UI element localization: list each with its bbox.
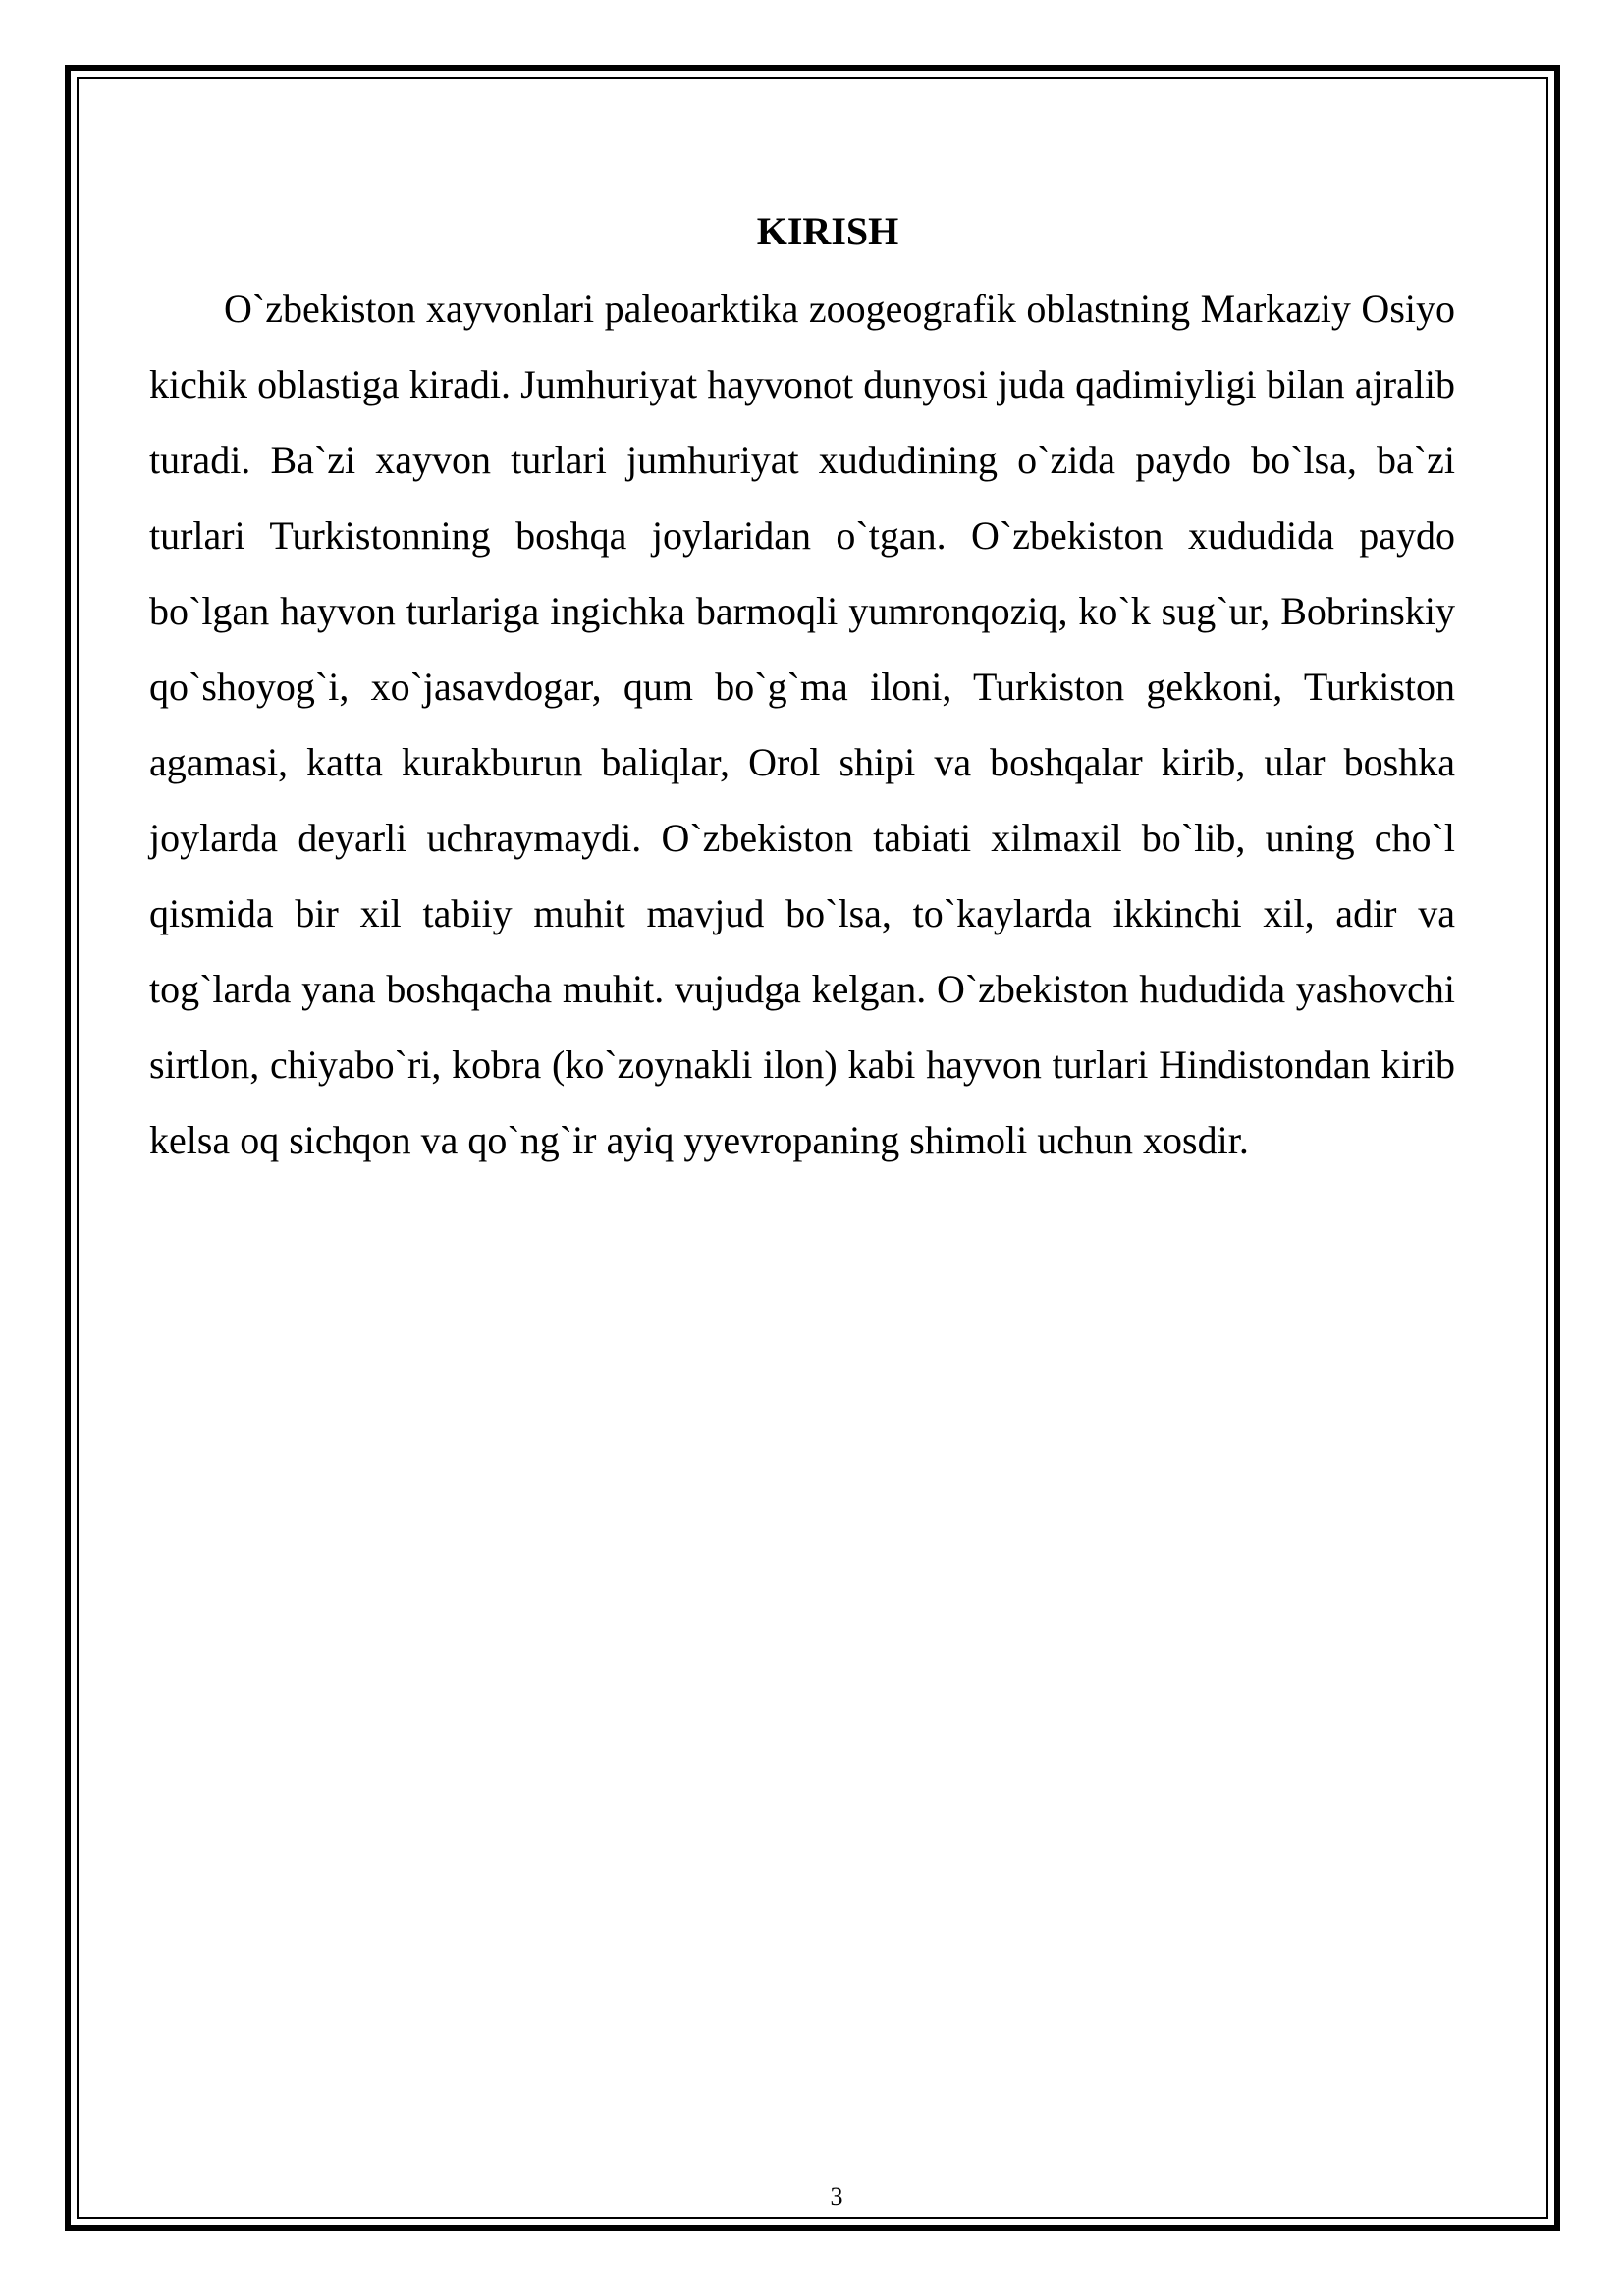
body-paragraph: O`zbekiston xayvonlari paleoarktika zoogeografik oblastning Markaziy Osiyo kichik oblastiga kiradi. Jumhuriyat hayvonot dunyosi juda qadimiyligi bilan ajralib turadi. Ba`zi xayvon turlari jumhuriyat xududining o`zida paydo bo`lsa, ba`zi turlari Turkistonning boshqa joylaridan o`tgan. O`zbekiston xududida paydo bo`lgan hayvon turlariga ingichka barmoqli yumronqoziq, ko`k sug`ur, Bobrinskiy qo`shoyog`i, xo`jasavdogar, qum bo`g`ma iloni, Turkiston gekkoni, Turkiston agamasi, katta kurakburun baliqlar, Orol shipi va boshqalar kirib, ular boshka joylarda deyarli uchraymaydi. O`zbekiston tabiati xilmaxil bo`lib, uning cho`l qismida bir xil tabiiy muhit mavjud bo`lsa, to`kaylarda ikkinchi xil, adir va tog`larda yana boshqacha muhit. vujudga kelgan. O`zbekiston hududida yashovchi sirtlon, chiyabo`ri, kobra (ko`zoynakli ilon) kabi hayvon turlari Hindistondan kirib kelsa oq sichqon va qo`ng`ir ayiq yyevropaning shimoli uchun xosdir. — [149, 287, 1455, 1162]
document-title: KIRISH — [756, 209, 899, 253]
page-number: 3 — [830, 2182, 843, 2211]
document-content — [149, 204, 1455, 1178]
